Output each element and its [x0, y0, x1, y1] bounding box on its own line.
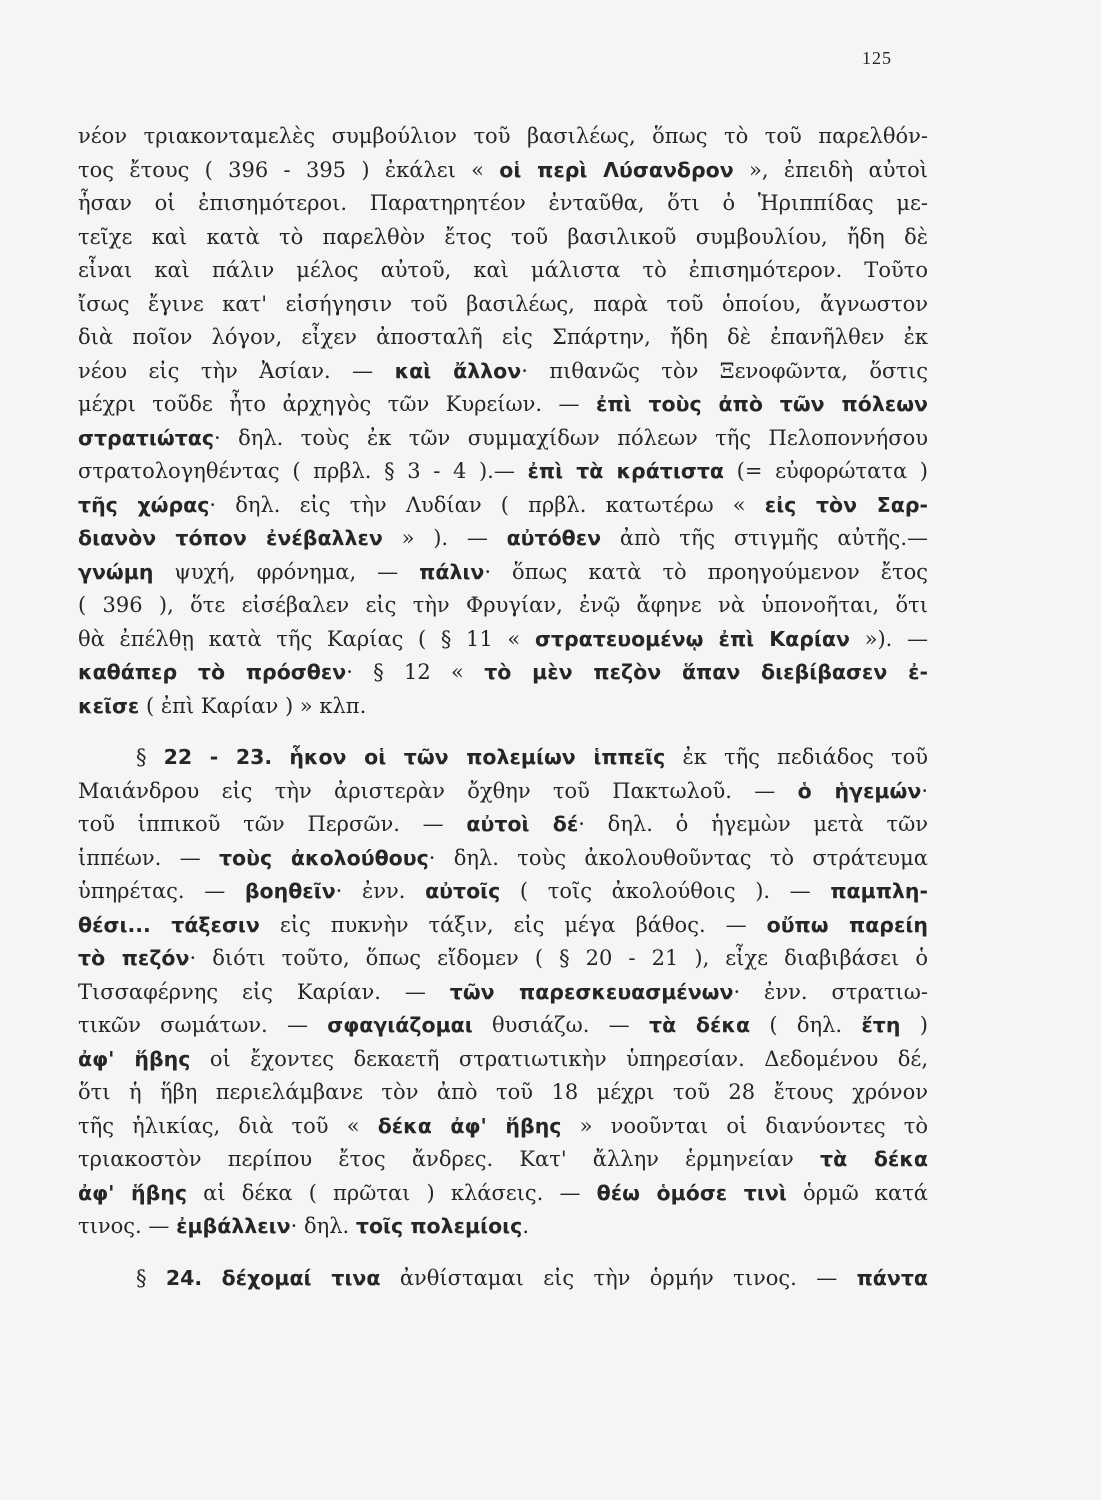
- text-line: [78, 808, 928, 842]
- text-segment: τοῦ ἱππικοῦ τῶν Περσῶν. —: [78, 812, 467, 836]
- text-segment: ἱππέων. —: [78, 845, 219, 870]
- text-segment: στρατολογηθέντας ( πρβλ. § 3 - 4 ).—: [78, 459, 528, 483]
- text-line: [78, 422, 928, 456]
- text-segment: οἱ ἔχοντες δεκαετῆ στρατιωτικὴν ὑπηρεσίαν. Δεδομένου δέ,: [190, 1046, 928, 1071]
- text-line: [78, 1076, 928, 1110]
- lemma-term: οἱ περὶ Λύσανδρον: [499, 157, 734, 182]
- lemma-term: αὐτοὶ δέ: [466, 812, 579, 836]
- text-segment: διὰ ποῖον λόγον, εἶχεν ἀποσταλῆ εἰς Σπάρτην, ἤδη δὲ ἐπανῆλθεν ἐκ: [78, 325, 928, 349]
- text-segment: ἴσως ἔγινε κατ' εἰσήγησιν τοῦ βασιλέως, παρὰ τοῦ ὁποίου, ἄγνωστον: [78, 291, 928, 316]
- text-line: [78, 221, 928, 255]
- text-segment: ( δηλ.: [750, 1013, 862, 1037]
- text-line: [78, 875, 928, 909]
- text-segment: · δηλ.: [290, 1214, 356, 1238]
- text-segment: ( τοῖς ἀκολούθοις ). —: [500, 879, 831, 903]
- lemma-term: βοηθεῖν: [244, 879, 336, 903]
- text-segment: ἐκ τῆς πεδιάδος τοῦ: [665, 745, 928, 769]
- text-segment: ἀνθίσταμαι εἰς τὴν ὁρμήν τινος. —: [380, 1265, 857, 1290]
- text-line: [78, 589, 928, 623]
- text-segment: τικῶν σωμάτων. —: [78, 1013, 328, 1037]
- text-segment: », ἐπειδὴ αὐτοὶ: [733, 157, 928, 182]
- text-line: [78, 842, 928, 876]
- text-segment: · ἐνν.: [335, 879, 426, 903]
- text-segment: ( ἐπὶ Καρίαν ) » κλπ.: [139, 693, 367, 718]
- lemma-term: ἐμβάλλειν: [176, 1214, 291, 1238]
- text-segment: · πιθανῶς τὸν Ξενοφῶντα, ὅστις: [521, 358, 928, 383]
- lemma-term: θέω ὁμόσε τινὶ: [596, 1180, 787, 1205]
- text-line: [78, 1210, 928, 1244]
- lemma-term: στρατευομένῳ ἐπὶ Καρίαν: [534, 626, 850, 651]
- text-segment: ἀπὸ τῆς στιγμῆς αὐτῆς.—: [601, 526, 928, 550]
- text-line: [78, 455, 928, 489]
- text-segment: τεῖχε καὶ κατὰ τὸ παρελθὸν ἔτος τοῦ βασιλικοῦ συμβουλίου, ἤδη δὲ: [78, 224, 928, 249]
- page-number: 125: [862, 48, 892, 68]
- lemma-term: πάλιν: [419, 559, 485, 584]
- text-segment: ): [900, 1013, 928, 1037]
- text-segment: αἱ δέκα ( πρῶται ) κλάσεις. —: [187, 1180, 597, 1205]
- lemma-term: κεῖσε: [78, 693, 140, 718]
- text-line: [78, 489, 928, 523]
- text-segment: ὅτι ἡ ἥβη περιελάμβανε τὸν ἀπὸ τοῦ 18 μέχρι τοῦ 28 ἔτους χρόνον: [78, 1080, 928, 1104]
- text-segment: [272, 745, 289, 769]
- text-line: [78, 1262, 928, 1296]
- text-segment: · § 12 «: [346, 660, 485, 684]
- text-segment: [202, 1266, 221, 1290]
- lemma-term: τὸ μὲν πεζὸν ἅπαν διεβίβασεν ἐ-: [484, 660, 928, 684]
- text-segment: · δηλ. τοὺς ἀκολουθοῦντας τὸ στράτευμα: [428, 845, 928, 870]
- lemma-term: τὰ δέκα: [820, 1147, 928, 1171]
- text-line: [78, 1177, 928, 1211]
- lemma-term: ἐπὶ τοὺς ἀπὸ τῶν πόλεων: [595, 392, 928, 416]
- text-line: [78, 187, 928, 221]
- lemma-term: τοῖς πολεμίοις: [355, 1214, 523, 1238]
- text-segment: νέον τριακονταμελὲς συμβούλιον τοῦ βασιλέως, ὅπως τὸ τοῦ παρελθόν-: [78, 124, 928, 148]
- lemma-term: 22 - 23.: [163, 745, 273, 769]
- text-segment: νέου εἰς τὴν Ἀσίαν. —: [78, 358, 395, 383]
- lemma-term: τοὺς ἀκολούθους: [218, 845, 429, 870]
- lemma-term: καὶ ἄλλον: [394, 358, 522, 383]
- lemma-term: τὰ δέκα: [648, 1013, 751, 1037]
- lemma-term: καθάπερ τὸ πρόσθεν: [78, 660, 347, 684]
- text-line: [78, 556, 928, 590]
- lemma-term: παμπλη-: [830, 879, 928, 903]
- lemma-term: ἔτη: [861, 1013, 901, 1037]
- text-segment: §: [136, 1265, 166, 1290]
- text-line: [78, 623, 928, 657]
- text-line: [78, 154, 928, 188]
- text-segment: Τισσαφέρνης εἰς Καρίαν. —: [78, 979, 450, 1004]
- text-segment: · δηλ. ὁ ἡγεμὼν μετὰ τῶν: [578, 812, 928, 836]
- text-segment: μέχρι τοῦδε ἦτο ἀρχηγὸς τῶν Κυρείων. —: [78, 392, 596, 416]
- lemma-term: θέσι... τάξεσιν: [78, 912, 260, 937]
- text-segment: τριακοστὸν περίπου ἔτος ἄνδρες. Κατ' ἄλλην ἑρμηνείαν: [78, 1147, 821, 1171]
- text-segment: (= εὐφορώτατα ): [724, 459, 928, 483]
- text-segment: §: [136, 745, 164, 769]
- paragraph-gap: [78, 1244, 928, 1262]
- lemma-term: εἰς τὸν Σαρ-: [764, 492, 928, 517]
- text-line: [78, 254, 928, 288]
- lemma-term: τὸ πεζόν: [78, 946, 190, 970]
- lemma-term: ἧκον οἱ τῶν πολεμίων ἱππεῖς: [289, 745, 666, 769]
- lemma-term: τῶν παρεσκευασμένων: [449, 979, 734, 1004]
- text-segment: τινος. —: [78, 1214, 177, 1238]
- lemma-term: ἀφ' ἥβης: [78, 1046, 191, 1071]
- text-segment: θυσιάζω. —: [472, 1013, 649, 1037]
- lemma-term: αὐτόθεν: [506, 526, 602, 550]
- text-line: [78, 942, 928, 976]
- text-segment: · ὅπως κατὰ τὸ προηγούμενον ἔτος: [484, 559, 928, 584]
- text-segment: » ). —: [382, 526, 507, 550]
- commentary-text: [78, 120, 928, 1295]
- text-line: [78, 288, 928, 322]
- text-segment: ἦσαν οἱ ἐπισημότεροι. Παρατηρητέον ἐνταῦθα, ὅτι ὁ Ἡριππίδας με-: [78, 191, 928, 215]
- lemma-term: σφαγιάζομαι: [327, 1013, 473, 1037]
- lemma-term: διανὸν τόπον ἐνέβαλλεν: [78, 526, 383, 550]
- text-line: [78, 388, 928, 422]
- lemma-term: γνώμη: [78, 559, 154, 584]
- text-segment: »). —: [849, 626, 928, 651]
- text-segment: τῆς ἡλικίας, διὰ τοῦ «: [78, 1113, 378, 1138]
- text-line: [78, 775, 928, 809]
- text-segment: ( 396 ), ὅτε εἰσέβαλεν εἰς τὴν Φρυγίαν, ἐνῷ ἄφηνε νὰ ὑπονοῆται, ὅτι: [78, 593, 928, 617]
- text-line: [78, 1043, 928, 1077]
- lemma-term: δέχομαί τινα: [221, 1265, 381, 1290]
- text-segment: .: [522, 1214, 529, 1238]
- text-segment: ·: [921, 778, 928, 803]
- text-line: [78, 1009, 928, 1043]
- lemma-term: ἐπὶ τὰ κράτιστα: [527, 459, 725, 483]
- text-segment: · ἐνν. στρατιω-: [733, 979, 928, 1004]
- lemma-term: 24.: [165, 1265, 203, 1290]
- text-segment: · διότι τοῦτο, ὅπως εἴδομεν ( § 20 - 21 ), εἶχε διαβιβάσει ὁ: [189, 946, 928, 970]
- paragraph-gap: [78, 723, 928, 741]
- text-segment: » νοοῦνται οἱ διανύοντες τὸ: [561, 1113, 929, 1138]
- text-line: [78, 909, 928, 943]
- lemma-term: στρατιώτας: [78, 425, 215, 450]
- text-segment: ὑπηρέτας. —: [78, 879, 245, 903]
- lemma-term: τῆς χώρας: [78, 492, 210, 517]
- lemma-term: ἀφ' ἥβης: [78, 1180, 188, 1205]
- text-segment: εἰς πυκνὴν τάξιν, εἰς μέγα βάθος. —: [259, 912, 767, 937]
- text-segment: θὰ ἐπέλθῃ κατὰ τῆς Καρίας ( § 11 «: [78, 626, 535, 651]
- lemma-term: δέκα ἀφ' ἥβης: [377, 1113, 562, 1138]
- text-line: [78, 321, 928, 355]
- lemma-term: αὐτοῖς: [425, 879, 501, 903]
- text-segment: · δηλ. εἰς τὴν Λυδίαν ( πρβλ. κατωτέρω «: [209, 492, 765, 517]
- text-line: [78, 656, 928, 690]
- lemma-term: οὔπω παρείη: [766, 912, 928, 937]
- text-line: [78, 690, 928, 724]
- text-line: [78, 976, 928, 1010]
- text-segment: τος ἔτους ( 396 - 395 ) ἐκάλει «: [78, 157, 500, 182]
- text-segment: ὁρμῶ κατά: [786, 1180, 928, 1205]
- text-line: [78, 120, 928, 154]
- text-segment: Μαιάνδρου εἰς τὴν ἀριστερὰν ὄχθην τοῦ Πακτωλοῦ. —: [78, 778, 798, 803]
- text-segment: · δηλ. τοὺς ἐκ τῶν συμμαχίδων πόλεων τῆς Πελοποννήσου: [214, 425, 928, 450]
- text-line: [78, 741, 928, 775]
- lemma-term: ὁ ἡγεμών: [797, 778, 922, 803]
- text-line: [78, 522, 928, 556]
- text-segment: εἶναι καὶ πάλιν μέλος αὐτοῦ, καὶ μάλιστα τὸ ἐπισημότερον. Τοῦτο: [78, 258, 928, 282]
- text-line: [78, 1110, 928, 1144]
- lemma-term: πάντα: [856, 1265, 928, 1290]
- text-line: [78, 355, 928, 389]
- text-line: [78, 1143, 928, 1177]
- text-segment: ψυχή, φρόνημα, —: [153, 559, 420, 584]
